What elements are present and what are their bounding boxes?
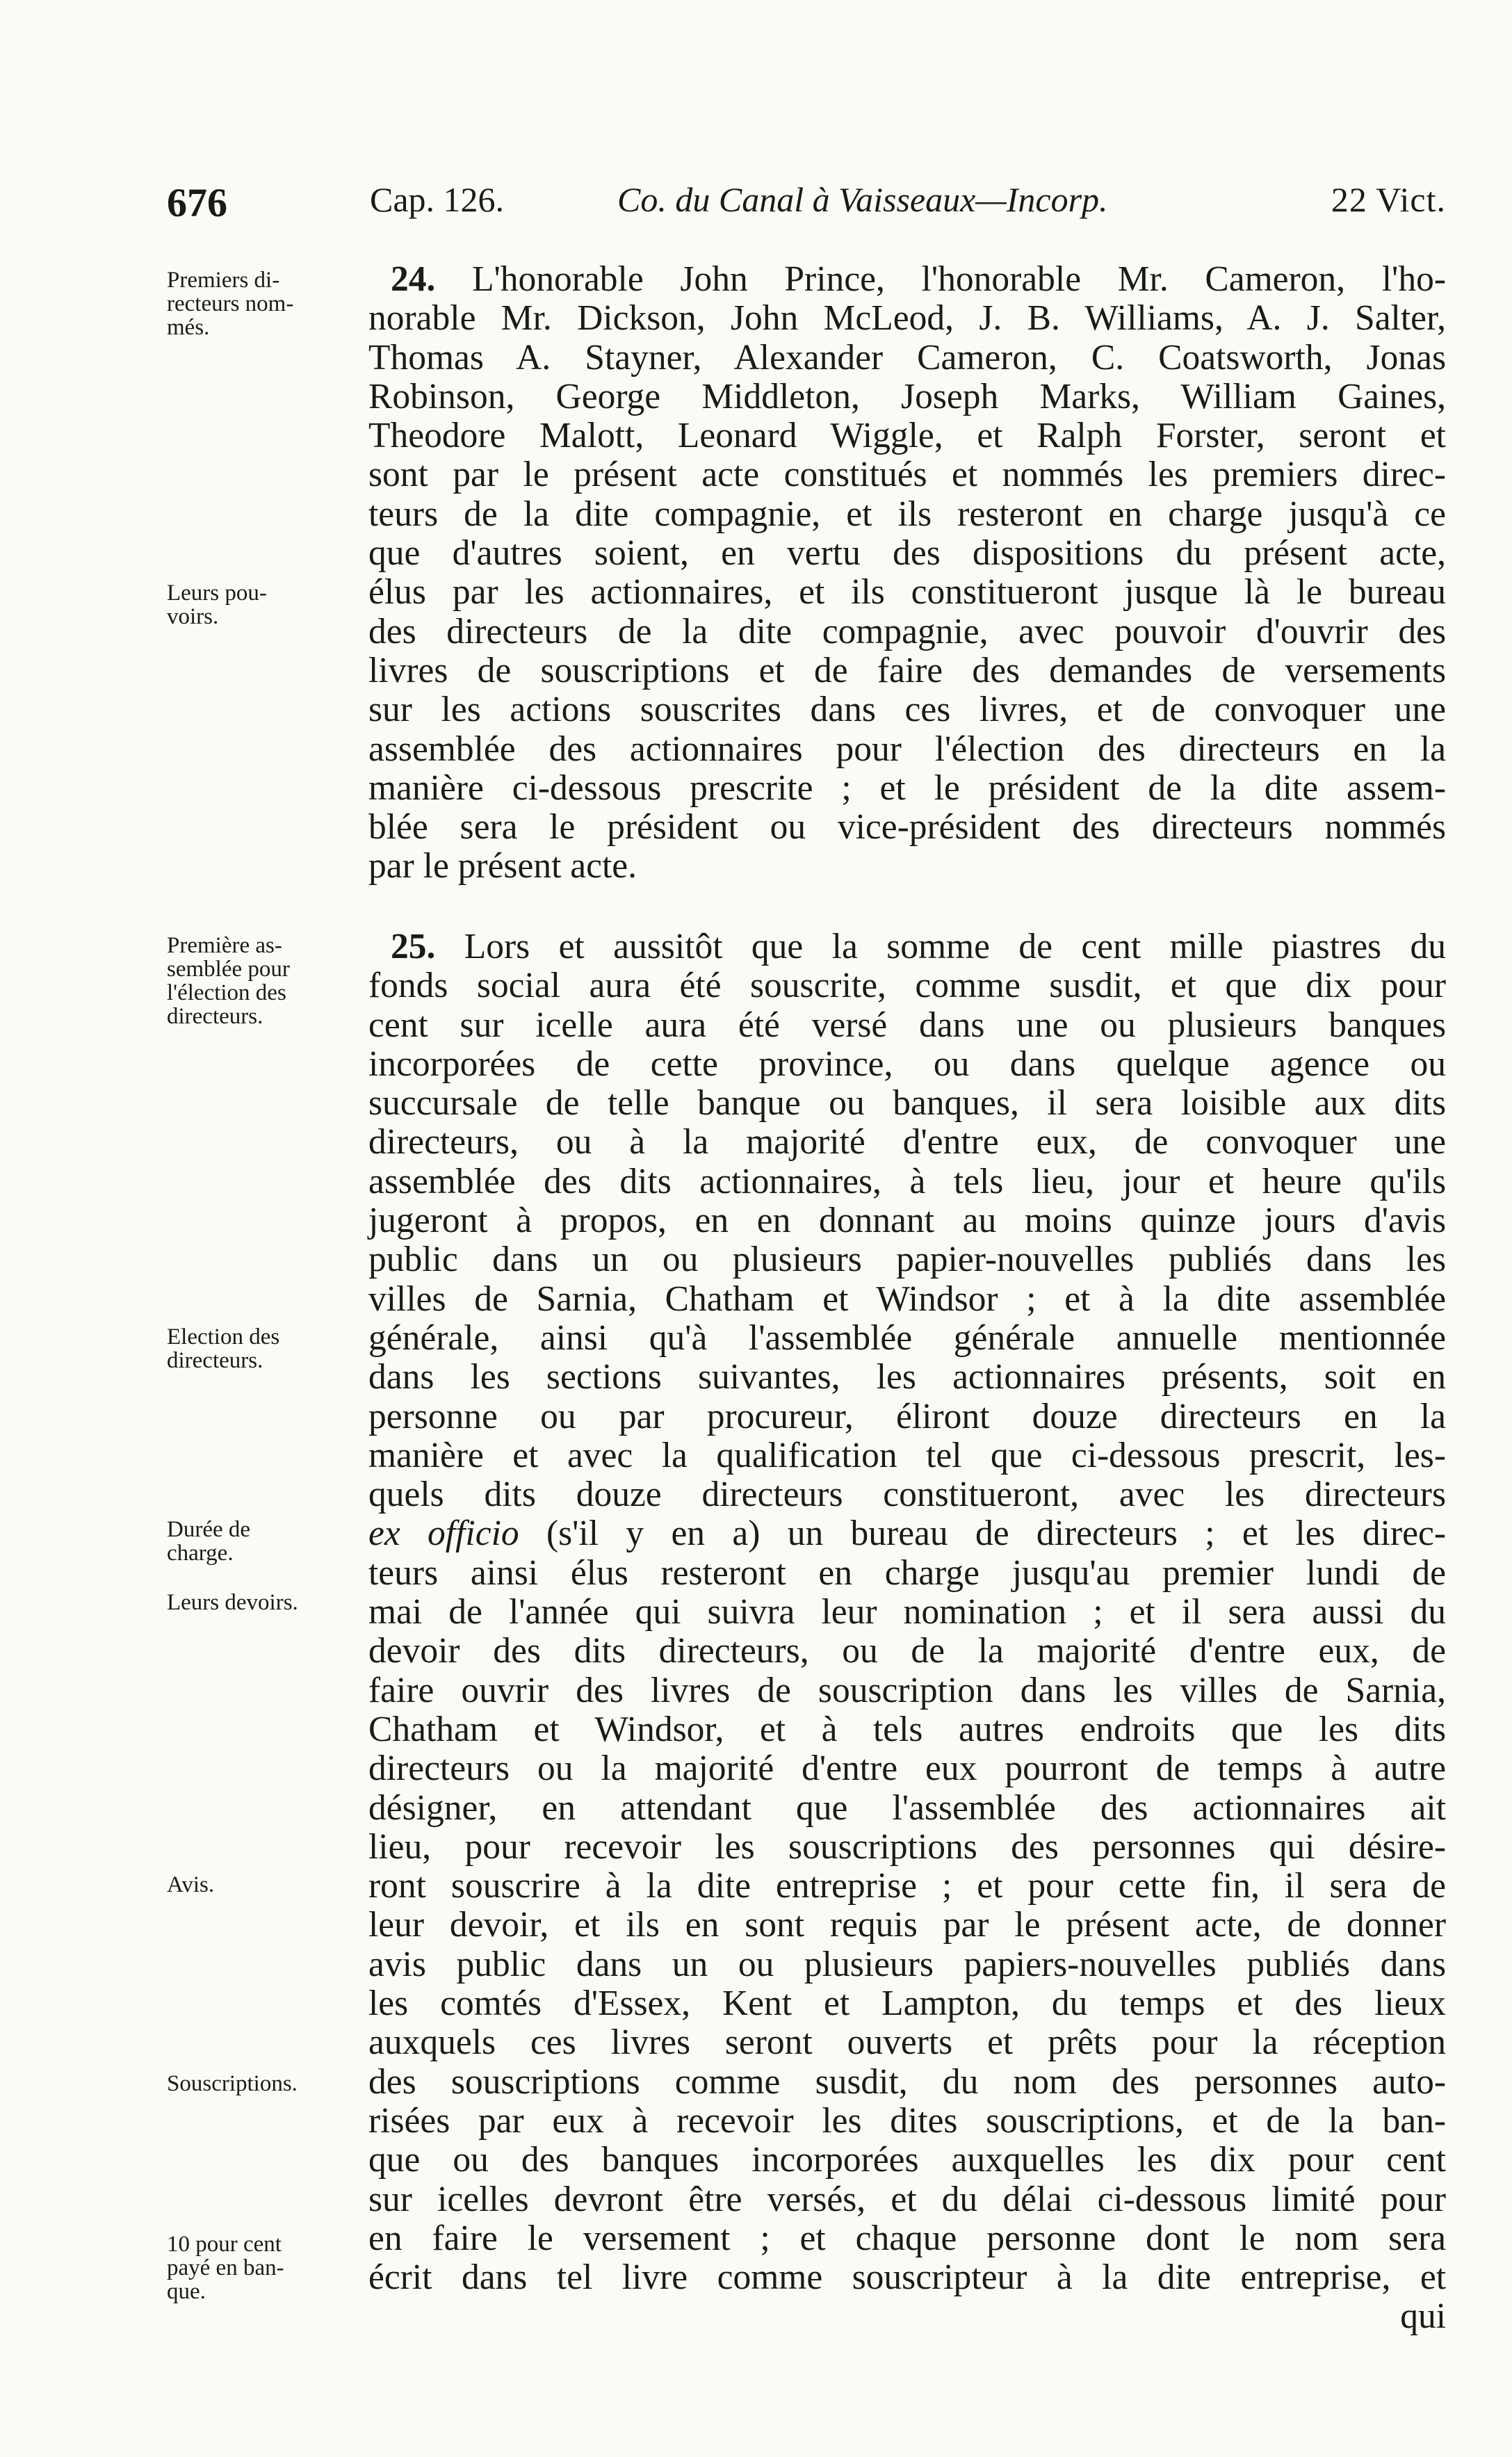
regnal-year: 22 Vict. [1331,180,1446,219]
text-line: fonds social aura été souscrite, comme susdit, et que dix pour [368,966,1446,1006]
margin-note [167,268,368,339]
text-line: Theodore Malott, Leonard Wiggle, et Ralph Forster, seront et [368,416,1446,456]
text-line: assemblée des actionnaires pour l'élection des directeurs en la [368,729,1446,769]
margin-note [167,2232,368,2303]
text-line: auxquels ces livres seront ouverts et prêts pour la réception [368,2022,1446,2063]
margin-note [167,934,368,1028]
text-line: Thomas A. Stayner, Alexander Cameron, C. Coatsworth, Jonas [368,337,1446,378]
section-number: 24. [391,259,436,299]
text-line: des directeurs de la dite compagnie, avec pouvoir d'ouvrir des [368,611,1446,651]
text-line: mai de l'année qui suivra leur nomination ; et il sera aussi du [368,1592,1446,1632]
running-header [167,179,1446,228]
text-line: lieu, pour recevoir les souscriptions des personnes qui désire- [368,1826,1446,1867]
chapter-label: Cap. 126. [370,180,505,219]
text-line: manière ci-dessous prescrite ; et le président de la dite assem- [368,768,1446,808]
margin-note-line: recteurs nom- [167,291,294,316]
text-line: élus par les actionnaires, et ils constitueront jusque là le bureau [368,572,1446,613]
text-line: blée sera le président ou vice-président des directeurs nommés [368,807,1446,848]
text-line: teurs de la dite compagnie, et ils resteront en charge jusqu'à ce [368,494,1446,534]
italic-term: ex officio [368,1514,519,1554]
text-line: Robinson, George Middleton, Joseph Marks, William Gaines, [368,376,1446,416]
margin-note [167,2072,368,2095]
text-line: avis public dans un ou plusieurs papiers-nouvelles publiés dans [368,1944,1446,1984]
text-line: jugeront à propos, en en donnant au moins quinze jours d'avis [368,1201,1446,1241]
margin-note-line: Avis. [167,1872,215,1897]
margin-note-line: Premiers di- [167,268,280,293]
margin-note-line: Election des [167,1324,280,1349]
text-line: directeurs ou la majorité d'entre eux pourront de temps à autre [368,1749,1446,1789]
text-line: désigner, en attendant que l'assemblée des actionnaires ait [368,1787,1446,1828]
margin-note-line: l'élection des [167,980,286,1005]
margin-note-line: que. [167,2279,206,2304]
section-number: 25. [391,927,436,966]
margin-note-line: voirs. [167,604,219,629]
margin-note-line: payé en ban- [167,2255,284,2280]
text-line: villes de Sarnia, Chatham et Windsor ; et à la dite assemblée [368,1279,1446,1319]
text-line: personne ou par procureur, éliront douze directeurs en la [368,1396,1446,1436]
margin-note-line: Leurs pou- [167,581,267,606]
text-line: sur les actions souscrites dans ces livres, et de convoquer une [368,690,1446,730]
text-line: risées par eux à recevoir les dites souscriptions, et de la ban- [368,2100,1446,2141]
margin-note-line: Première as- [167,933,282,958]
text-line: sur icelles devront être versés, et du délai ci-dessous limité pour [368,2179,1446,2219]
text-line: que d'autres soient, en vertu des dispositions du présent acte, [368,533,1446,574]
text-line: teurs ainsi élus resteront en charge jusqu'au premier lundi de [368,1552,1446,1593]
text-line: succursale de telle banque ou banques, il sera loisible aux dits [368,1083,1446,1124]
text-line: générale, ainsi qu'à l'assemblée générale annuelle mentionnée [368,1317,1446,1358]
margin-note-line: directeurs. [167,1348,263,1373]
margin-note-line: directeurs. [167,1004,263,1029]
text-line: devoir des dits directeurs, ou de la majorité d'entre eux, de [368,1631,1446,1671]
margin-note-line: més. [167,315,210,340]
text-line: sont par le présent acte constitués et nommés les premiers direc- [368,455,1446,495]
margin-note [167,1591,368,1614]
text-line: écrit dans tel livre comme souscripteur à la dite entreprise, et [368,2257,1446,2298]
section-24 [368,260,1446,886]
text-line: quels dits douze directeurs constitueront, avec les directeurs [368,1475,1446,1515]
margin-note-line: Souscriptions. [167,2071,298,2096]
margin-note-line: 10 pour cent [167,2232,282,2257]
text-line: manière et avec la qualification tel que ci-dessous prescrit, les- [368,1435,1446,1475]
text-line: faire ouvrir des livres de souscription dans les villes de Sarnia, [368,1670,1446,1710]
margin-note-line: Durée de [167,1517,251,1542]
text-line: cent sur icelle aura été versé dans une ou plusieurs banques [368,1005,1446,1045]
text-line: directeurs, ou à la majorité d'entre eux, de convoquer une [368,1122,1446,1162]
margin-note [167,1325,368,1372]
text-line: qui [1400,2296,1446,2337]
margin-note [167,1518,368,1565]
text-line: 24. L'honorable John Prince, l'honorable Mr. Cameron, l'ho- [391,259,1446,299]
text-line: en faire le versement ; et chaque personne dont le nom sera [368,2218,1446,2258]
margin-note-line: charge. [167,1541,234,1566]
text-line: assemblée des dits actionnaires, à tels lieu, jour et heure qu'ils [368,1161,1446,1201]
text-line: livres de souscriptions et de faire des demandes de versements [368,650,1446,690]
text-line: par le présent acte. [368,846,637,886]
text-line: ront souscrire à la dite entreprise ; et pour cette fin, il sera de [368,1866,1446,1906]
text-line: public dans un ou plusieurs papier-nouvelles publiés dans les [368,1240,1446,1280]
margin-note [167,581,368,629]
text-line: incorporées de cette province, ou dans quelque agence ou [368,1044,1446,1084]
text-line: leur devoir, et ils en sont requis par le présent acte, de donner [368,1905,1446,1945]
section-25 [368,927,1446,2337]
text-line: 25. Lors et aussitôt que la somme de cent mille piastres du [391,927,1446,966]
margin-note [167,1873,368,1897]
text-line: dans les sections suivantes, les actionnaires présents, soit en [368,1357,1446,1397]
page-number: 676 [167,180,227,225]
margin-note-line: Leurs devoirs. [167,1590,298,1615]
text-line: Chatham et Windsor, et à tels autres endroits que les dits [368,1709,1446,1749]
margin-note-line: semblée pour [167,957,290,982]
text-line: que ou des banques incorporées auxquelles les dix pour cent [368,2140,1446,2180]
header-title: Co. du Canal à Vaisseaux—Incorp. [617,180,1108,219]
text-line: les comtés d'Essex, Kent et Lampton, du temps et des lieux [368,1984,1446,2024]
text-line: norable Mr. Dickson, John McLeod, J. B. Williams, A. J. Salter, [368,298,1446,339]
text-line: ex officio (s'il y en a) un bureau de directeurs ; et les direc- [368,1514,1447,1554]
text-line: des souscriptions comme susdit, du nom des personnes auto- [368,2061,1446,2102]
